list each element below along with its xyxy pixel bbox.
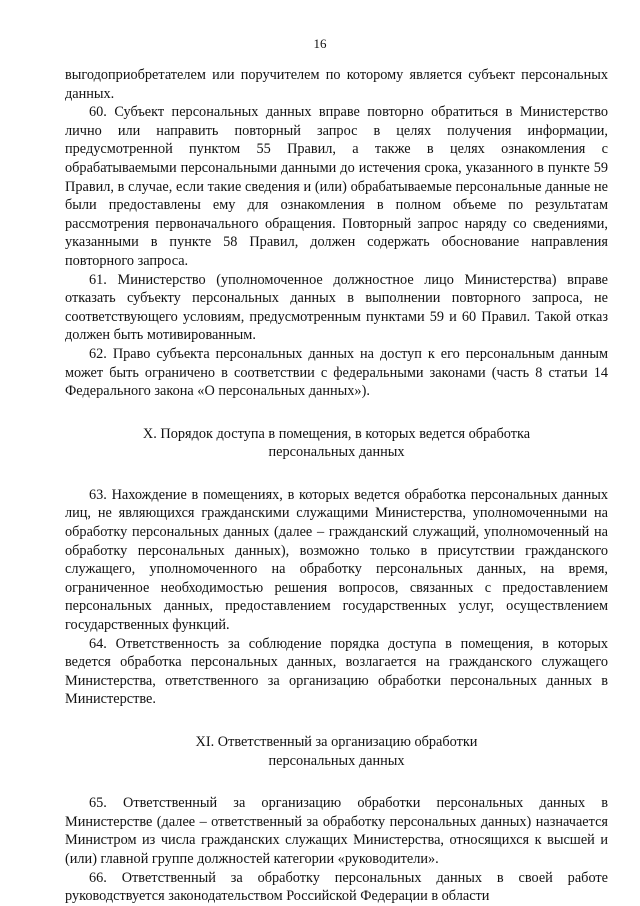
document-body: [65, 66, 608, 906]
section-heading-x: [65, 425, 608, 462]
paragraph-continuation: выгодоприобретателем или поручителем по которому является субъект персональных данных.: [65, 67, 608, 102]
section-heading-xi-line2: персональных данных: [268, 752, 405, 769]
section-heading-xi: [65, 733, 608, 770]
paragraph-61: 61. Министерство (уполномоченное должностное лицо Министерства) вправе отказать субъекту персональных данных в выполнении повторного запроса, не соответствующего условиям, предусмотренным пунктами 59 и 60 Правил. Такой отказ должен быть мотивированным.: [65, 271, 608, 344]
paragraph-63: 63. Нахождение в помещениях, в которых ведется обработка персональных данных лиц, не являющихся гражданскими служащими Министерства, уполномоченными на обработку персональных данных (далее – гражданский служащий, уполномоченный на обработку персональных данных), возможно только в присутствии гражданского служащего, уполномоченного на обработку персональных данных, на время, ограниченное необходимостью решения вопросов, связанных с предоставлением персональных данных, предоставлением государственных услуг, осуществлением государственных функций.: [65, 486, 608, 634]
paragraph-60: 60. Субъект персональных данных вправе повторно обратиться в Министерство лично или направить повторный запрос в целях получения информации, предусмотренной пунктом 55 Правил, а также в целях ознакомления с обрабатываемыми персональными данными до истечения срока, указанного в пункте 59 Правил, в случае, если такие сведения и (или) обрабатываемые персональные данные не были предоставлены ему для ознакомления в полном объеме по результатам рассмотрения первоначального обращения. Повторный запрос наряду со сведениями, указанными в пункте 58 Правил, должен содержать обоснование направления повторного запроса.: [65, 104, 608, 269]
section-heading-x-line1: X. Порядок доступа в помещения, в которых ведется обработка: [142, 425, 531, 442]
paragraph-65: 65. Ответственный за организацию обработки персональных данных в Министерстве (далее – ответственный за обработку персональных данных) назначается Министром из числа гражданских служащих Министерства, относящихся к высшей и (или) главной группе должностей категории «руководители».: [65, 795, 608, 867]
paragraph-64: 64. Ответственность за соблюдение порядка доступа в помещения, в которых ведется обработка персональных данных, возлагается на гражданского служащего Министерства, ответственного за организацию обработки персональных данных в Министерстве.: [65, 635, 608, 708]
section-heading-x-line2: персональных данных: [268, 444, 405, 461]
page-number: 16: [313, 36, 327, 51]
paragraph-62: 62. Право субъекта персональных данных на доступ к его персональным данным может быть ограничено в соответствии с федеральными законами (часть 8 статьи 14 Федерального закона «О персональных данных»).: [65, 345, 608, 400]
section-heading-xi-line1: XI. Ответственный за организацию обработки: [195, 734, 478, 750]
paragraph-66: 66. Ответственный за обработку персональных данных в своей работе руководствуется законодательством Российской Федерации в области: [65, 869, 608, 905]
